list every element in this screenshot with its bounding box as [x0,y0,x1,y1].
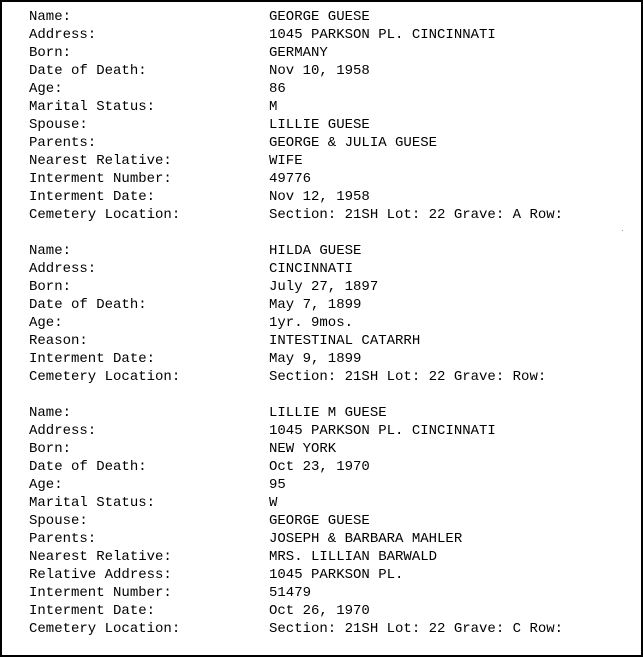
record-field-row [29,170,635,188]
field-label: Born: [29,441,72,457]
record-field-row [29,548,635,566]
field-label: Interment Date: [29,351,156,367]
field-value: WIFE [269,153,303,169]
field-label: Interment Number: [29,585,172,601]
field-label: Reason: [29,333,88,349]
field-value: GEORGE GUESE [269,9,370,25]
field-value: Section: 21SH Lot: 22 Grave: C Row: [269,621,564,637]
field-label: Age: [29,477,63,493]
field-value: 1045 PARKSON PL. CINCINNATI [269,27,496,43]
field-label: Nearest Relative: [29,153,172,169]
field-label: Interment Date: [29,189,156,205]
record-field-row [29,98,635,116]
field-label: Relative Address: [29,567,172,583]
record-field-row [29,476,635,494]
field-label: Parents: [29,531,97,547]
field-value: 51479 [269,585,312,601]
field-value: Nov 10, 1958 [269,63,370,79]
record-field-row [29,152,635,170]
field-value: 49776 [269,171,312,187]
field-label: Nearest Relative: [29,549,172,565]
field-label: Age: [29,81,63,97]
field-value: INTESTINAL CATARRH [269,333,421,349]
record-field-row [29,368,635,386]
field-label: Name: [29,9,72,25]
record-field-row [29,278,635,296]
field-value: GEORGE & JULIA GUESE [269,135,438,151]
field-label: Parents: [29,135,97,151]
record-field-row [29,404,635,422]
field-label: Born: [29,279,72,295]
record-field-row [29,80,635,98]
field-label: Cemetery Location: [29,369,181,385]
field-label: Date of Death: [29,459,147,475]
record-field-row [29,458,635,476]
record-field-row [29,584,635,602]
record-field-row [29,440,635,458]
record-field-row [29,350,635,368]
field-value: 1045 PARKSON PL. CINCINNATI [269,423,496,439]
record-field-row [29,602,635,620]
field-value: GEORGE GUESE [269,513,370,529]
scan-speck [622,230,623,231]
record-field-row [29,530,635,548]
field-value: GERMANY [269,45,328,61]
field-value: July 27, 1897 [269,279,379,295]
field-value: W [269,495,278,511]
field-value: M [269,99,278,115]
record-field-row [29,332,635,350]
record-field-row [29,206,635,224]
record-field-row [29,422,635,440]
burial-records [29,8,635,656]
field-label: Age: [29,315,63,331]
field-value: May 7, 1899 [269,297,362,313]
field-label: Date of Death: [29,297,147,313]
record-field-row [29,494,635,512]
record-field-row [29,62,635,80]
field-label: Address: [29,27,97,43]
record-field-row [29,296,635,314]
field-label: Marital Status: [29,99,156,115]
field-label: Cemetery Location: [29,621,181,637]
field-value: LILLIE M GUESE [269,405,387,421]
record-field-row [29,566,635,584]
field-label: Spouse: [29,513,88,529]
field-label: Cemetery Location: [29,207,181,223]
field-value: MRS. LILLIAN BARWALD [269,549,438,565]
record-field-row [29,116,635,134]
field-value: 95 [269,477,286,493]
field-value: Oct 23, 1970 [269,459,370,475]
field-value: LILLIE GUESE [269,117,370,133]
record-field-row [29,314,635,332]
field-value: Nov 12, 1958 [269,189,370,205]
record-field-row [29,512,635,530]
field-label: Date of Death: [29,63,147,79]
field-value: CINCINNATI [269,261,354,277]
record-field-row [29,260,635,278]
field-value: Section: 21SH Lot: 22 Grave: Row: [269,369,547,385]
field-value: 86 [269,81,286,97]
burial-record [29,404,635,638]
field-value: May 9, 1899 [269,351,362,367]
field-label: Interment Date: [29,603,156,619]
field-label: Name: [29,405,72,421]
field-label: Interment Number: [29,171,172,187]
field-value: Oct 26, 1970 [269,603,370,619]
field-label: Address: [29,423,97,439]
field-label: Marital Status: [29,495,156,511]
field-value: Section: 21SH Lot: 22 Grave: A Row: [269,207,564,223]
field-label: Name: [29,243,72,259]
field-value: 1yr. 9mos. [269,315,354,331]
field-label: Born: [29,45,72,61]
field-value: 1045 PARKSON PL. [269,567,404,583]
record-field-row [29,188,635,206]
field-value: NEW YORK [269,441,337,457]
record-field-row [29,620,635,638]
record-field-row [29,26,635,44]
field-label: Address: [29,261,97,277]
record-field-row [29,242,635,260]
field-label: Spouse: [29,117,88,133]
burial-record [29,8,635,224]
burial-record [29,242,635,386]
record-field-row [29,8,635,26]
record-field-row [29,44,635,62]
field-value: HILDA GUESE [269,243,362,259]
record-field-row [29,134,635,152]
field-value: JOSEPH & BARBARA MAHLER [269,531,463,547]
